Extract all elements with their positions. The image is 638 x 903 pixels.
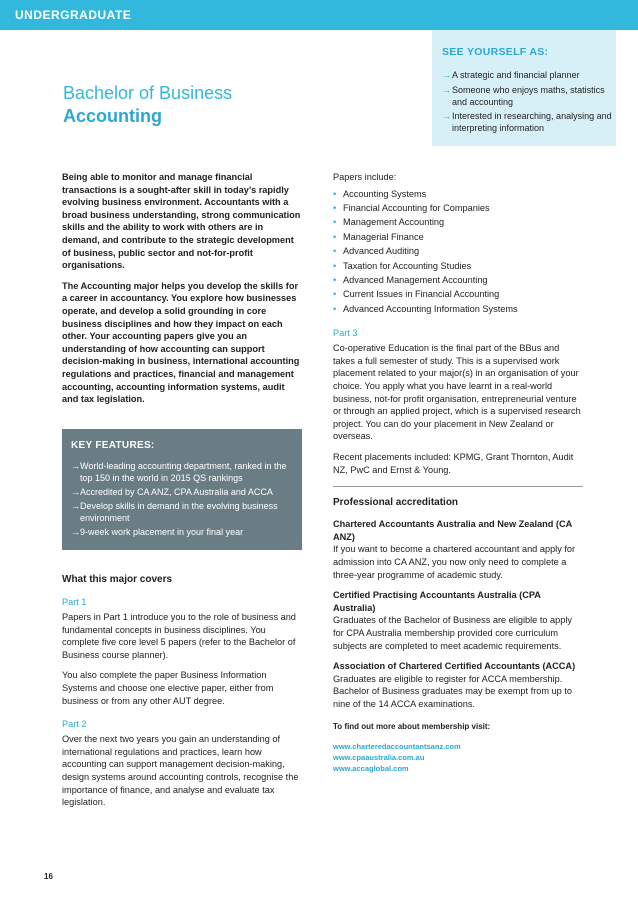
more-info-text: To find out more about membership visit: <box>333 721 491 731</box>
papers-list <box>333 187 583 317</box>
page-number: 16 <box>44 872 53 881</box>
list-item: • Advanced Management Accounting <box>333 273 583 287</box>
bullet-icon: • <box>333 203 337 213</box>
list-item: → 9-week work placement in your final year <box>71 527 244 537</box>
list-item: • Advanced Auditing <box>333 244 583 258</box>
see-yourself-box <box>432 30 616 146</box>
list-item: • Management Accounting <box>333 215 583 229</box>
list-item: → Develop skills in demand in the evolving business environment <box>71 501 278 523</box>
caanz-title: Chartered Accountants Australia and New Zealand (CA ANZ) <box>333 519 572 542</box>
acca-title: Association of Chartered Certified Accountants (ACCA) <box>333 661 576 672</box>
divider <box>333 486 583 487</box>
bullet-icon: • <box>333 217 337 228</box>
list-item: • Current Issues in Financial Accounting <box>333 287 583 301</box>
list-item: → Someone who enjoys maths, statistics and accounting <box>442 84 605 107</box>
papers-intro: Papers include: <box>333 172 397 182</box>
acca-text: Graduates are eligible to register for ACCA membership. Bachelor of Business graduates may be exempt from up to nine of the 14 ACCA examinations. <box>333 673 573 709</box>
page-title-line1: Bachelor of Business <box>63 83 233 103</box>
list-item: • Managerial Finance <box>333 230 583 244</box>
caanz-text: If you want to become a chartered accountant and apply for admission into CA ANZ, you now only need to complete a three-year programme of academic study. <box>333 544 576 580</box>
link-acca[interactable]: www.accaglobal.com <box>333 764 409 774</box>
arrow-right-icon: → <box>71 527 80 537</box>
accreditation-heading: Professional accreditation <box>333 497 459 509</box>
bullet-icon: • <box>333 246 337 257</box>
list-item: • Taxation for Accounting Studies <box>333 259 583 273</box>
list-item: • Advanced Accounting Information Systems <box>333 302 583 316</box>
arrow-right-icon: → <box>71 501 80 511</box>
arrow-right-icon: → <box>71 461 80 471</box>
bullet-icon: • <box>333 303 337 314</box>
see-yourself-heading: SEE YOURSELF AS: <box>442 46 549 58</box>
list-item: → Interested in researching, analysing and interpreting information <box>442 111 612 134</box>
list-item: → Accredited by CA ANZ, CPA Australia and ACCA <box>71 487 273 497</box>
list-item: • Accounting Systems <box>333 187 583 201</box>
part3-paragraph-2: Recent placements included: KPMG, Grant Thornton, Audit NZ, PwC and Ernst & Young. <box>333 452 574 475</box>
intro-paragraph-2: The Accounting major helps you develop the skills for a career in accountancy. You explore how businesses operate, and develop a solid grounding in core business disciplines and how they impact on each other. Your accounting papers give you an understanding of how accounting can support decision-making in business, international accounting regulations and practices, financial and management accounting, accounting information systems, audit and tax legislation. <box>62 280 300 405</box>
bullet-icon: • <box>333 188 337 199</box>
key-features-heading: KEY FEATURES: <box>71 440 155 451</box>
part3-label: Part 3 <box>333 328 358 339</box>
page-title-line2: Accounting <box>63 106 162 126</box>
part1-paragraph-2: You also complete the paper Business Information Systems and choose one elective paper, either from business or from any other AUT degree. <box>62 670 274 706</box>
bullet-icon: • <box>333 231 337 242</box>
left-column <box>62 171 302 414</box>
membership-links <box>333 741 583 774</box>
cpa-title: Certified Practising Accountants Australia (CPA Australia) <box>333 590 541 613</box>
covers-heading: What this major covers <box>62 574 173 585</box>
intro-paragraph-1: Being able to monitor and manage financial transactions is a sought-after skill in today’s rapidly evolving business environment. Accountants with a broad business understanding, strong communication skills and the ability to work with others are in demand, and contribute to the strategic development of business, public sector and not-for-profit organisations. <box>62 172 301 271</box>
key-features-list <box>71 460 296 540</box>
arrow-right-icon: → <box>442 84 451 95</box>
bullet-icon: • <box>333 275 337 286</box>
link-cpa-australia[interactable]: www.cpaaustralia.com.au <box>333 753 425 763</box>
link-ca-anz[interactable]: www.charteredaccountantsanz.com <box>333 742 461 752</box>
list-item: → World-leading accounting department, ranked in the top 150 in the world in 2015 QS rankings <box>71 461 287 483</box>
see-yourself-list <box>442 70 614 138</box>
bullet-icon: • <box>333 260 337 271</box>
covers-section <box>62 574 302 817</box>
arrow-right-icon: → <box>442 111 451 122</box>
arrow-right-icon: → <box>71 487 80 497</box>
part2-label: Part 2 <box>62 719 87 730</box>
key-features-box <box>62 429 302 550</box>
right-column <box>333 171 583 774</box>
part3-paragraph-1: Co-operative Education is the final part of the BBus and takes a full semester of study. This is a supervised work placement related to your major(s) in an organisation of your choice. You apply what you have learnt in a real-world business, not-for profit organisation, entrepreneurial venture or through an applied project, which is a supervised research project. You can do your placement in New Zealand or overseas. <box>333 343 581 442</box>
bullet-icon: • <box>333 289 337 300</box>
arrow-right-icon: → <box>442 70 451 80</box>
list-item: → A strategic and financial planner <box>442 70 580 80</box>
part1-label: Part 1 <box>62 597 87 607</box>
header-label: UNDERGRADUATE <box>15 8 132 22</box>
header-bar <box>0 0 638 30</box>
part1-paragraph-1: Papers in Part 1 introduce you to the role of business and fundamental concepts in business disciplines. You complete five core level 5 papers (refer to the Bachelor of Business course planner). <box>62 612 296 660</box>
cpa-text: Graduates of the Bachelor of Business are eligible to apply for CPA Australia membership provided core curriculum subjects are completed to meet academic requirements. <box>333 615 573 651</box>
part2-paragraph-1: Over the next two years you gain an understanding of international regulations and practices, learn how accounting can support management decision-making, design systems around accounting controls, recognise the importance of finance, and analyse and evaluate tax legislation. <box>62 734 299 808</box>
list-item: • Financial Accounting for Companies <box>333 201 583 215</box>
